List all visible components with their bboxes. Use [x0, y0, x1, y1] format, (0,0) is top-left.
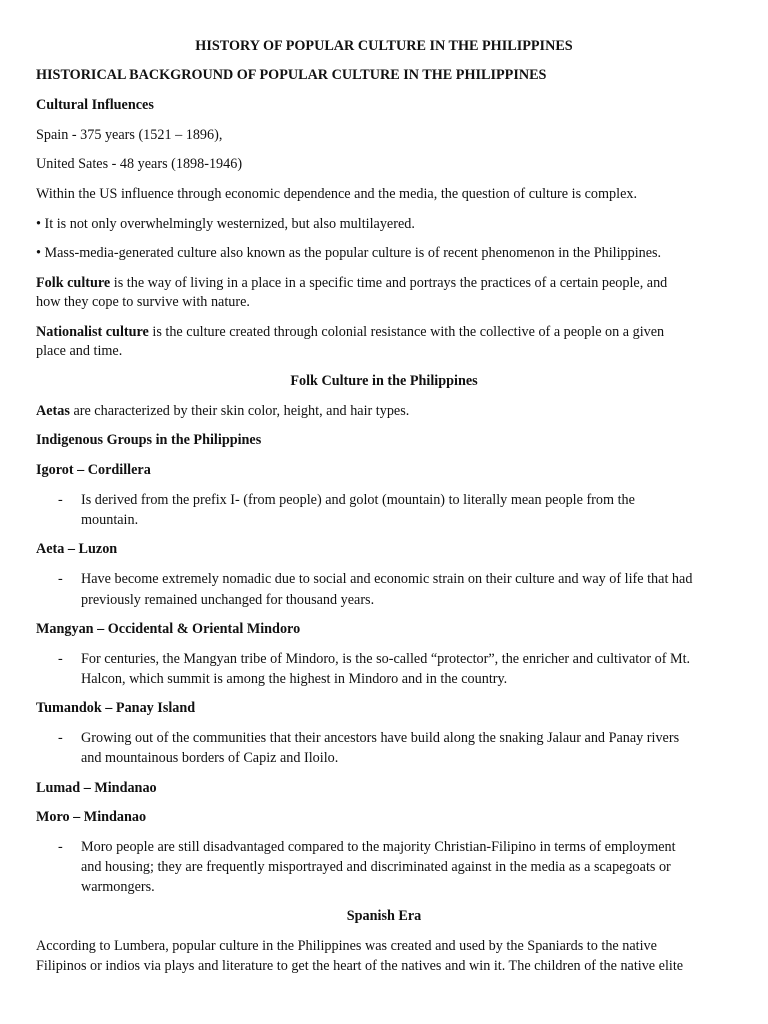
moro-text-cont-2: warmongers.: [81, 879, 155, 895]
list-dash: -: [58, 492, 63, 508]
list-dash: -: [58, 839, 63, 855]
igorot-heading: Igorot – Cordillera: [36, 462, 151, 478]
aeta-heading: Aeta – Luzon: [36, 541, 118, 557]
mangyan-heading: Mangyan – Occidental & Oriental Mindoro: [36, 621, 301, 637]
mangyan-text: For centuries, the Mangyan tribe of Mindoro, is the so-called “protector”, the enricher and cultivator of Mt.: [81, 651, 691, 667]
folk-culture-term: Folk culture: [36, 275, 111, 291]
tumandok-text-cont: and mountainous borders of Capiz and Iloilo.: [81, 750, 339, 766]
tumandok-text: Growing out of the communities that their ancestors have build along the snaking Jalaur and Panay rivers: [81, 730, 680, 746]
aetas-term: Aetas: [36, 403, 70, 419]
section-heading: HISTORICAL BACKGROUND OF POPULAR CULTURE IN THE PHILIPPINES: [36, 67, 547, 83]
igorot-text: Is derived from the prefix I- (from people) and golot (mountain) to literally mean people from the: [81, 492, 635, 508]
spain-line: Spain - 375 years (1521 – 1896),: [36, 127, 223, 143]
moro-text: Moro people are still disadvantaged compared to the majority Christian-Filipino in terms of employment: [81, 839, 676, 855]
aetas-paragraph: [36, 402, 409, 420]
igorot-text-cont: mountain.: [81, 512, 139, 528]
folk-culture-heading: Folk Culture in the Philippines: [290, 373, 478, 389]
bullet-mass-media: • Mass-media-generated culture also known as the popular culture is of recent phenomenon in the Philippines.: [36, 245, 662, 261]
us-influence-paragraph: Within the US influence through economic dependence and the media, the question of culture is complex.: [36, 186, 638, 202]
folk-culture-definition: [36, 274, 667, 292]
lumad-heading: Lumad – Mindanao: [36, 780, 157, 796]
nationalist-culture-definition: [36, 323, 664, 341]
mangyan-text-cont: Halcon, which summit is among the highest in Mindoro and in the country.: [81, 671, 508, 687]
nationalist-culture-definition-cont: place and time.: [36, 343, 123, 359]
list-dash: -: [58, 651, 63, 667]
nationalist-culture-term: Nationalist culture: [36, 324, 149, 340]
spanish-era-heading: Spanish Era: [346, 908, 422, 924]
list-dash: -: [58, 571, 63, 587]
bullet-westernized: • It is not only overwhelmingly westernized, but also multilayered.: [36, 216, 415, 232]
spanish-era-paragraph: According to Lumbera, popular culture in the Philippines was created and used by the Spaniards to the native: [36, 938, 657, 954]
moro-text-cont: and housing; they are frequently misportrayed and discriminated against in the media as a scapegoats or: [81, 859, 671, 875]
list-dash: -: [58, 730, 63, 746]
aeta-text-cont: previously remained unchanged for thousand years.: [81, 592, 375, 608]
tumandok-heading: Tumandok – Panay Island: [36, 700, 196, 716]
us-line: United Sates - 48 years (1898-1946): [36, 156, 243, 172]
spanish-era-paragraph-cont: Filipinos or indios via plays and literature to get the heart of the natives and win it. The children of the native elite: [36, 958, 684, 974]
folk-culture-text: is the way of living in a place in a specific time and portrays the practices of a certain people, and: [110, 275, 668, 291]
aetas-text: are characterized by their skin color, height, and hair types.: [69, 403, 410, 419]
nationalist-culture-text: is the culture created through colonial resistance with the collective of a people on a given: [148, 324, 665, 340]
document-title: HISTORY OF POPULAR CULTURE IN THE PHILIPPINES: [195, 38, 573, 54]
moro-heading: Moro – Mindanao: [36, 809, 147, 825]
folk-culture-definition-cont: how they cope to survive with nature.: [36, 294, 250, 310]
aeta-text: Have become extremely nomadic due to social and economic strain on their culture and way of life that had: [81, 571, 693, 587]
indigenous-groups-heading: Indigenous Groups in the Philippines: [36, 432, 262, 448]
cultural-influences-heading: Cultural Influences: [36, 97, 154, 113]
